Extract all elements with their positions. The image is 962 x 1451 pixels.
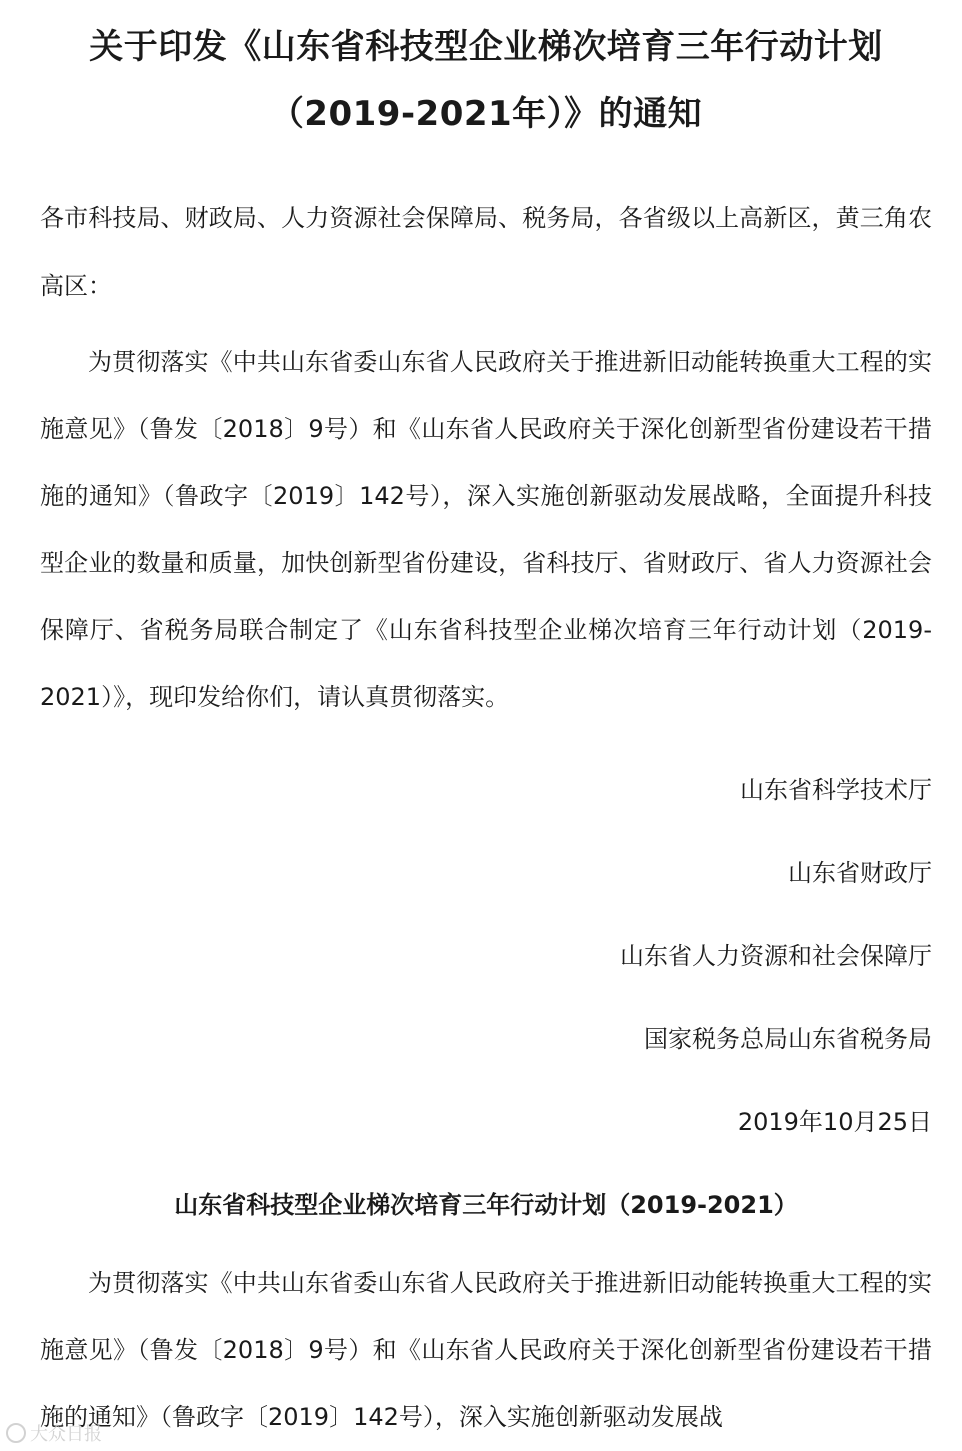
signatory-tax-bureau: 国家税务总局山东省税务局 — [644, 1025, 932, 1053]
document-date: 2019年10月25日 — [737, 1108, 932, 1136]
body-paragraph: 为贯彻落实《中共山东省委山东省人民政府关于推进新旧动能转换重大工程的实施意见》（鲁发〔2018〕9号）和《山东省人民政府关于深化创新型省份建设若干措施的通知》（鲁政字〔2019〕142号），深入实施创新驱动发展战略，全面提升科技型企业的数量和质量，加快创新型省份建设，省科技厅、省财政厅、省人力资源社会保障厅、省税务局联合制定了《山东省科技型企业梯次培育三年行动计划（2019-2021）》，现印发给你们，请认真贯彻落实。 — [40, 348, 932, 711]
document-page — [40, 0, 932, 1451]
watermark-logo-icon — [6, 1423, 26, 1443]
plan-paragraph: 为贯彻落实《中共山东省委山东省人民政府关于推进新旧动能转换重大工程的实施意见》（鲁发〔2018〕9号）和《山东省人民政府关于深化创新型省份建设若干措施的通知》（鲁政字〔2019〕142号），深入实施创新驱动发展战 — [40, 1269, 932, 1431]
signatory-science-dept: 山东省科学技术厅 — [740, 776, 932, 804]
signatory-hr-dept: 山东省人力资源和社会保障厅 — [620, 942, 932, 970]
plan-title: 山东省科技型企业梯次培育三年行动计划（2019-2021） — [174, 1191, 798, 1219]
document-title: 关于印发《山东省科技型企业梯次培育三年行动计划（2019-2021年）》的通知 — [89, 27, 883, 134]
watermark — [6, 1420, 102, 1446]
watermark-text: 大众日报 — [30, 1424, 102, 1445]
signatory-finance-dept: 山东省财政厅 — [788, 859, 932, 887]
addressee-line: 各市科技局、财政局、人力资源社会保障局、税务局，各省级以上高新区，黄三角农高区： — [40, 204, 932, 300]
